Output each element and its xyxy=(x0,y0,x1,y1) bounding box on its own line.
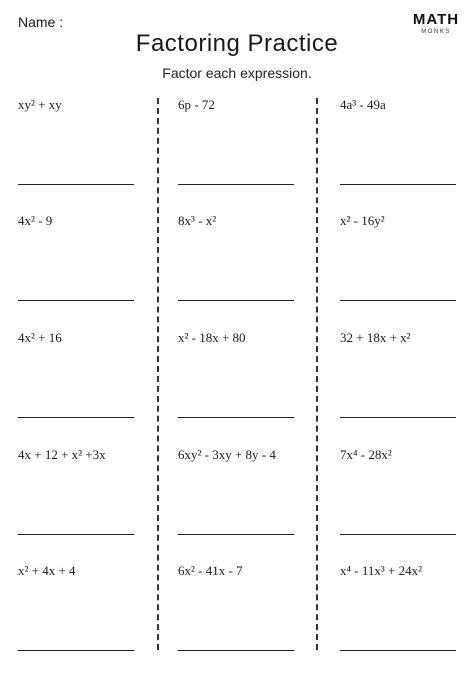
answer-line[interactable] xyxy=(178,300,294,301)
logo-word: MATH xyxy=(412,11,460,28)
problem-cell xyxy=(18,447,158,562)
problem-cell xyxy=(340,213,474,328)
answer-line[interactable] xyxy=(340,417,456,418)
problem-cell xyxy=(178,97,318,212)
problem-cell xyxy=(340,563,474,678)
problem-expression: 6xy² - 3xy + 8y - 4 xyxy=(178,447,276,462)
logo-subtext: MONKS xyxy=(421,29,451,35)
problem-expression: 4x² + 16 xyxy=(18,330,62,345)
name-label: Name : xyxy=(18,14,64,30)
answer-line[interactable] xyxy=(18,300,134,301)
problem-cell xyxy=(18,97,158,212)
problem-expression: x² - 18x + 80 xyxy=(178,330,246,345)
problem-expression: x⁴ - 11x³ + 24x² xyxy=(340,563,423,578)
answer-line[interactable] xyxy=(178,417,294,418)
problem-cell xyxy=(340,97,474,212)
problem-cell xyxy=(18,330,158,445)
problem-expression: x² + 4x + 4 xyxy=(18,563,76,578)
answer-line[interactable] xyxy=(178,650,294,651)
problem-cell xyxy=(178,447,318,562)
answer-line[interactable] xyxy=(340,534,456,535)
problem-expression: 4x + 12 + x² +3x xyxy=(18,447,106,462)
problem-expression: 6p - 72 xyxy=(178,97,215,112)
problem-cell xyxy=(340,447,474,562)
problem-cell xyxy=(178,563,318,678)
answer-line[interactable] xyxy=(178,184,294,185)
problem-cell xyxy=(18,213,158,328)
problem-cell xyxy=(178,213,318,328)
answer-line[interactable] xyxy=(340,184,456,185)
answer-line[interactable] xyxy=(18,534,134,535)
problem-expression: 4x² - 9 xyxy=(18,213,53,228)
problem-expression: 6x² - 41x - 7 xyxy=(178,563,243,578)
problem-expression: xy² + xy xyxy=(18,97,62,112)
problem-expression: 7x⁴ - 28x² xyxy=(340,447,392,462)
problem-cell xyxy=(340,330,474,445)
answer-line[interactable] xyxy=(340,300,456,301)
problem-expression: x² - 16y² xyxy=(340,213,385,228)
answer-line[interactable] xyxy=(18,417,134,418)
problem-cell xyxy=(178,330,318,445)
answer-line[interactable] xyxy=(18,650,134,651)
problem-expression: 4a³ - 49a xyxy=(340,97,386,112)
worksheet-title: Factoring Practice xyxy=(135,30,339,57)
answer-line[interactable] xyxy=(178,534,294,535)
worksheet-instructions: Factor each expression. xyxy=(162,65,312,81)
answer-line[interactable] xyxy=(18,184,134,185)
problem-expression: 32 + 18x + x² xyxy=(340,330,411,345)
problem-cell xyxy=(18,563,158,678)
problem-expression: 8x³ - x² xyxy=(178,213,217,228)
answer-line[interactable] xyxy=(340,650,456,651)
